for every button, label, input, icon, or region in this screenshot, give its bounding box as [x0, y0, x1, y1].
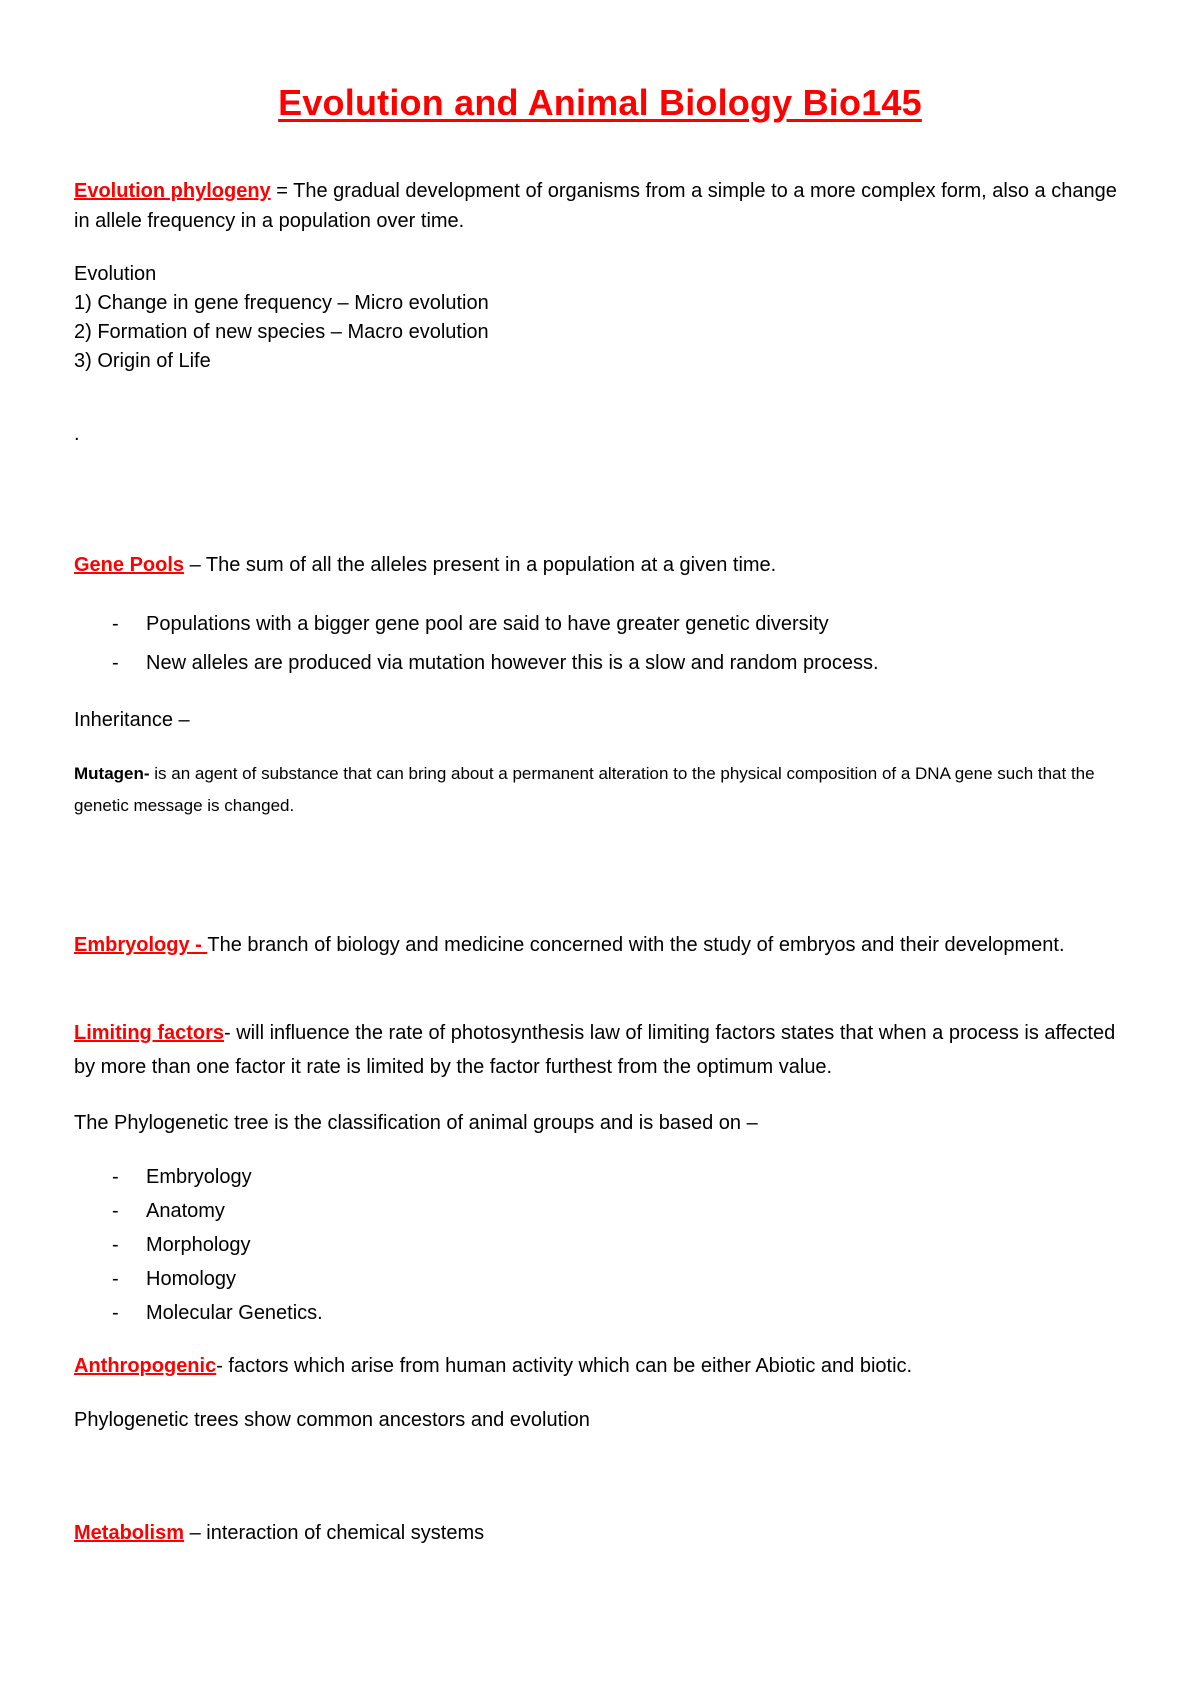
bullet-marker: -	[112, 1268, 119, 1290]
evolution-heading: Evolution	[74, 263, 157, 285]
phylogenetic-tree-intro: The Phylogenetic tree is the classification of animal groups and is based on –	[74, 1112, 758, 1134]
bullet-marker: -	[112, 652, 119, 674]
evolution-list-item-1: 1) Change in gene frequency – Micro evolution	[74, 292, 489, 314]
mutagen-term: Mutagen-	[74, 764, 150, 783]
anthropogenic-paragraph	[74, 1351, 1134, 1381]
metabolism-definition: – interaction of chemical systems	[184, 1522, 485, 1544]
bullet-marker: -	[112, 1234, 119, 1256]
evolution-list-item-3: 3) Origin of Life	[74, 350, 211, 372]
bullet-marker: -	[112, 613, 119, 635]
gene-pools-bullet-text: New alleles are produced via mutation however this is a slow and random process.	[146, 652, 879, 674]
gene-pools-bullet-text: Populations with a bigger gene pool are said to have greater genetic diversity	[146, 613, 829, 635]
document-title: Evolution and Animal Biology Bio145	[278, 82, 922, 123]
limiting-factors-term: Limiting factors	[74, 1022, 225, 1044]
evolution-phylogeny-definition: = The gradual development of organisms from a simple to a more complex form, also a change in allele frequency in a population over time.	[74, 180, 1117, 232]
phylogenetic-tree-bullet-text: Embryology	[146, 1166, 252, 1188]
mutagen-definition: is an agent of substance that can bring about a permanent alteration to the physical composition of a DNA gene such that the genetic message is changed.	[74, 764, 1095, 815]
evolution-phylogeny-paragraph	[74, 176, 1134, 236]
gene-pools-term: Gene Pools	[74, 554, 185, 576]
bullet-marker: -	[112, 1200, 119, 1222]
phylogenetic-tree-bullet-text: Homology	[146, 1268, 237, 1290]
embryology-definition: The branch of biology and medicine concerned with the study of embryos and their development.	[207, 934, 1065, 956]
embryology-paragraph	[74, 928, 1134, 962]
anthropogenic-definition: - factors which arise from human activity which can be either Abiotic and biotic.	[216, 1355, 913, 1377]
evolution-list-item-2: 2) Formation of new species – Macro evolution	[74, 321, 489, 343]
anthropogenic-term: Anthropogenic	[74, 1355, 217, 1377]
mutagen-paragraph	[74, 758, 1134, 822]
phylogenetic-tree-bullet-text: Molecular Genetics.	[146, 1302, 323, 1324]
metabolism-paragraph	[74, 1518, 1134, 1548]
gene-pools-paragraph	[74, 550, 1134, 580]
gene-pools-definition: – The sum of all the alleles present in a population at a given time.	[184, 554, 777, 576]
limiting-factors-paragraph	[74, 1016, 1134, 1084]
inheritance-line: Inheritance –	[74, 709, 190, 731]
limiting-factors-definition: - will influence the rate of photosynthesis law of limiting factors states that when a process is affected by more than one factor it rate is limited by the factor furthest from the optimum value.	[74, 1022, 1116, 1078]
metabolism-term: Metabolism	[74, 1522, 185, 1544]
bullet-marker: -	[112, 1302, 119, 1324]
evolution-phylogeny-term: Evolution phylogeny	[74, 180, 271, 202]
phylogenetic-tree-bullet-text: Morphology	[146, 1234, 251, 1256]
embryology-term: Embryology -	[74, 934, 208, 956]
bullet-marker: -	[112, 1166, 119, 1188]
phylogenetic-tree-bullet-text: Anatomy	[146, 1200, 225, 1222]
stray-dot: .	[74, 423, 80, 445]
phylogenetic-trees-note: Phylogenetic trees show common ancestors and evolution	[74, 1409, 590, 1431]
